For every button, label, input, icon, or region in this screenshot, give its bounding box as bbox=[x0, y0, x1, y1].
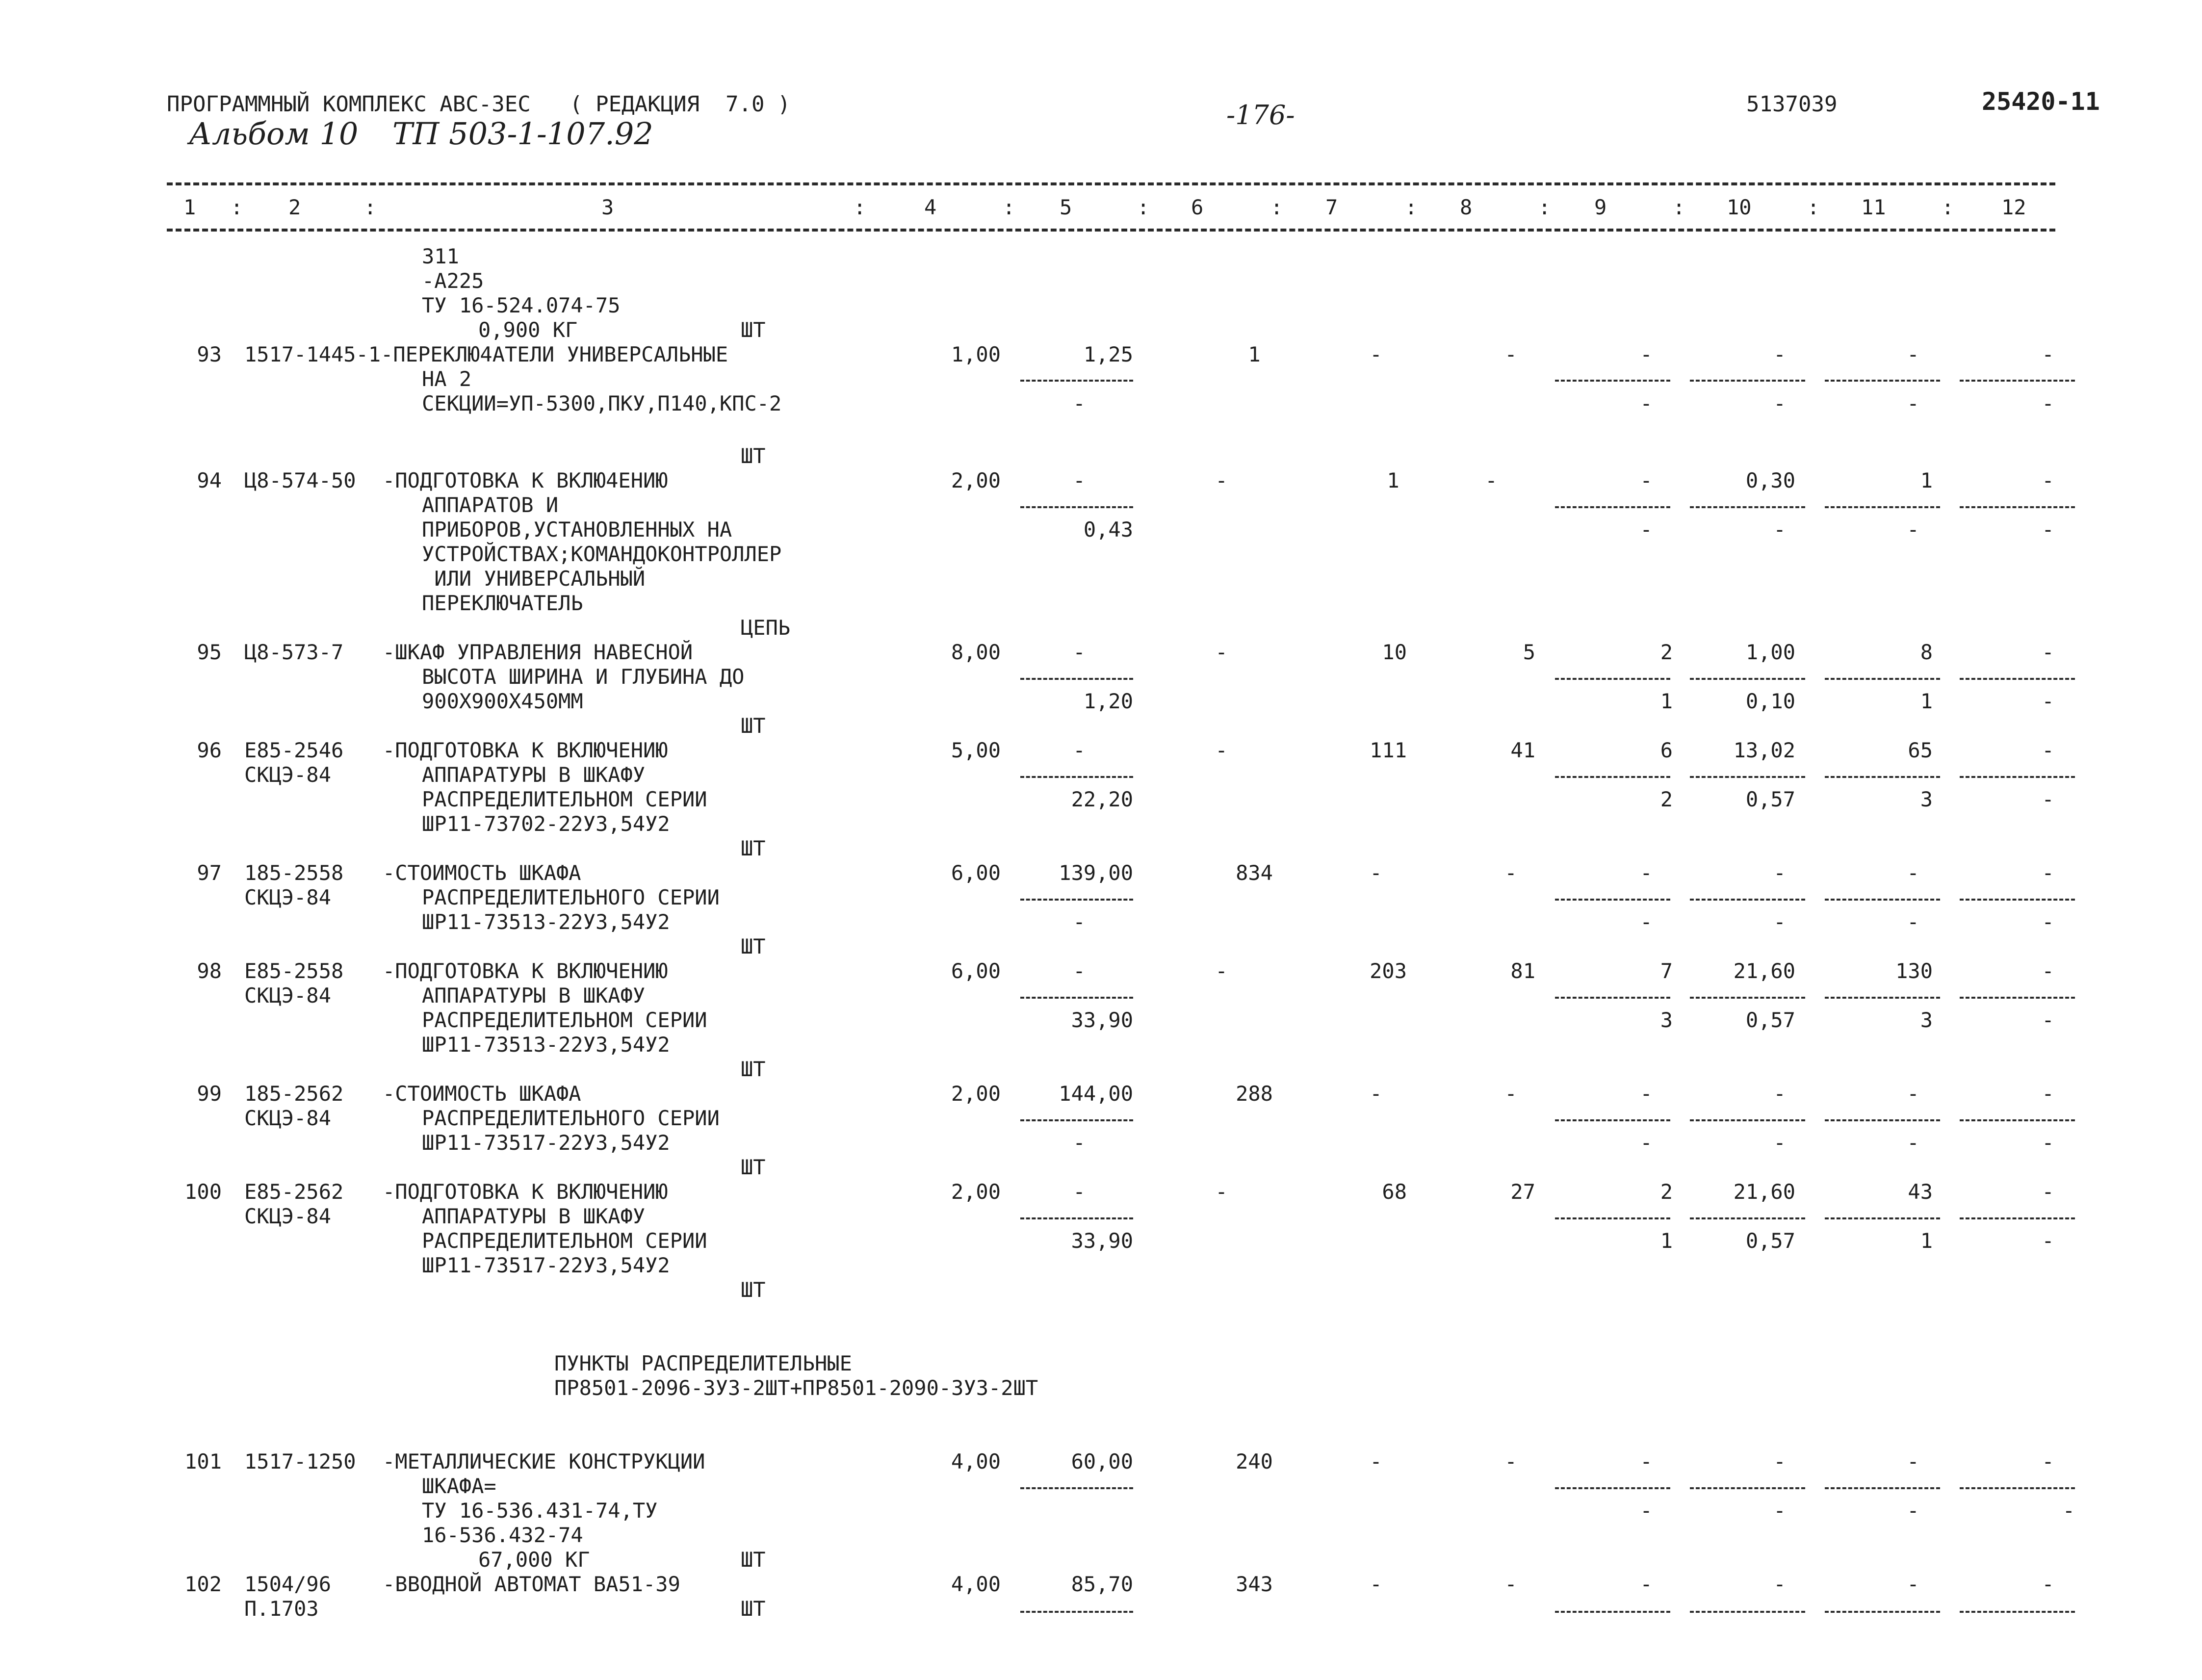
program-title: ПРОГРАММНЫЙ КОМПЛЕКС АВС-3ЕС ( РЕДАКЦИЯ 7.0 ) bbox=[167, 92, 791, 117]
fraction-divider bbox=[1555, 1611, 1670, 1613]
table-cell: - bbox=[1773, 391, 1786, 415]
table-cell: 0,900 КГ bbox=[478, 318, 578, 342]
table-cell: 1,00 bbox=[1745, 640, 1795, 664]
table-cell: - bbox=[1640, 517, 1653, 542]
table-cell: АППАРАТОВ И bbox=[422, 493, 559, 517]
table-cell: 22,20 bbox=[1071, 787, 1133, 811]
column-separator: : bbox=[1942, 195, 1954, 219]
table-cell: - bbox=[2042, 738, 2054, 762]
header-bottom-rule bbox=[167, 229, 2055, 232]
table-cell: - bbox=[1907, 1082, 1919, 1106]
table-cell: - bbox=[1215, 959, 1228, 983]
table-cell: - bbox=[2042, 517, 2054, 542]
table-cell: -ШКАФ УПРАВЛЕНИЯ НАВЕСНОЙ bbox=[383, 640, 693, 664]
table-cell: - bbox=[1640, 1082, 1653, 1106]
table-cell: ШР11-73513-22У3,54У2 bbox=[422, 1033, 670, 1057]
fraction-divider bbox=[1690, 899, 1805, 901]
column-separator: : bbox=[364, 195, 377, 219]
fraction-divider bbox=[1555, 997, 1670, 999]
table-cell: -ПОДГОТОВКА К ВКЛЮЧЕНИЮ bbox=[383, 1180, 668, 1204]
fraction-divider bbox=[1960, 1217, 2075, 1219]
table-cell: 0,10 bbox=[1745, 689, 1795, 713]
table-cell: 5 bbox=[1523, 640, 1535, 664]
table-cell: 1,00 bbox=[951, 342, 1001, 366]
table-cell: - bbox=[2042, 468, 2054, 492]
fraction-divider bbox=[1555, 899, 1670, 901]
table-cell: ТУ 16-536.431-74,ТУ bbox=[422, 1499, 658, 1523]
table-cell: - bbox=[2042, 910, 2054, 934]
table-cell: ПР8501-2096-3У3-2ШТ+ПР8501-2090-3У3-2ШТ bbox=[554, 1376, 1038, 1400]
table-cell: Е85-2562 bbox=[244, 1180, 344, 1204]
table-cell: АППАРАТУРЫ В ШКАФУ bbox=[422, 1204, 646, 1228]
table-cell: -СТОИМОСТЬ ШКАФА bbox=[383, 861, 581, 885]
table-cell: 3 bbox=[1660, 1008, 1673, 1032]
fraction-divider bbox=[1825, 776, 1940, 778]
table-cell: РАСПРЕДЕЛИТЕЛЬНОМ СЕРИИ bbox=[422, 1229, 707, 1253]
column-separator: : bbox=[1270, 195, 1283, 219]
table-cell: - bbox=[1215, 738, 1228, 762]
table-cell: 95 bbox=[197, 640, 222, 664]
table-cell: 65 bbox=[1908, 738, 1933, 762]
column-header: 4 bbox=[924, 195, 937, 219]
table-cell: - bbox=[1640, 1572, 1653, 1596]
table-cell: 834 bbox=[1236, 861, 1273, 885]
fraction-divider bbox=[1020, 776, 1133, 778]
table-cell: ШТ bbox=[741, 1597, 766, 1621]
table-cell: 13,02 bbox=[1733, 738, 1795, 762]
fraction-divider bbox=[1960, 678, 2075, 680]
table-cell: ШТ bbox=[741, 1057, 766, 1081]
project-label: ТП 503-1-107.92 bbox=[392, 116, 653, 152]
table-cell: 130 bbox=[1895, 959, 1933, 983]
table-cell: - bbox=[1504, 1449, 1517, 1473]
table-cell: - bbox=[1073, 738, 1086, 762]
table-cell: - bbox=[1073, 1131, 1086, 1155]
table-cell: СКЦЭ-84 bbox=[244, 885, 332, 909]
sheet-number: 25420-11 bbox=[1982, 87, 2100, 116]
table-cell: ШТ bbox=[741, 444, 766, 468]
table-cell: ШТ bbox=[741, 318, 766, 342]
fraction-divider bbox=[1960, 997, 2075, 999]
table-cell: 2,00 bbox=[951, 1180, 1001, 1204]
table-cell: - bbox=[1907, 1499, 1919, 1523]
fraction-divider bbox=[1825, 1119, 1940, 1121]
column-separator: : bbox=[1538, 195, 1551, 219]
fraction-divider bbox=[1960, 776, 2075, 778]
table-cell: - bbox=[2042, 1180, 2054, 1204]
column-separator: : bbox=[231, 195, 243, 219]
table-cell: ШР11-73513-22У3,54У2 bbox=[422, 910, 670, 934]
table-cell: 1 bbox=[1660, 689, 1673, 713]
table-cell: - bbox=[2042, 1008, 2054, 1032]
table-cell: НА 2 bbox=[422, 367, 472, 391]
table-cell: - bbox=[1073, 391, 1086, 415]
table-cell: ШТ bbox=[741, 1155, 766, 1179]
table-cell: -ПОДГОТОВКА К ВКЛЮЧЕНИЮ bbox=[383, 959, 668, 983]
table-cell: ШТ bbox=[741, 934, 766, 958]
table-cell: 33,90 bbox=[1071, 1229, 1133, 1253]
table-cell: - bbox=[1370, 1572, 1382, 1596]
fraction-divider bbox=[1825, 1217, 1940, 1219]
column-header: 7 bbox=[1325, 195, 1338, 219]
table-cell: - bbox=[1773, 1082, 1786, 1106]
table-cell: - bbox=[1504, 1082, 1517, 1106]
table-cell: ТУ 16-524.074-75 bbox=[422, 293, 621, 317]
column-separator: : bbox=[1137, 195, 1150, 219]
table-cell: - bbox=[1215, 1180, 1228, 1204]
table-cell: 111 bbox=[1370, 738, 1407, 762]
table-cell: 6 bbox=[1660, 738, 1673, 762]
fraction-divider bbox=[1690, 1611, 1805, 1613]
table-cell: 68 bbox=[1382, 1180, 1407, 1204]
table-cell: 2,00 bbox=[951, 1082, 1001, 1106]
fraction-divider bbox=[1690, 1119, 1805, 1121]
table-cell: СКЦЭ-84 bbox=[244, 1204, 332, 1228]
table-cell: 1517-1250 bbox=[244, 1449, 356, 1473]
table-cell: - bbox=[1215, 468, 1228, 492]
table-cell: 41 bbox=[1510, 738, 1535, 762]
table-cell: 4,00 bbox=[951, 1572, 1001, 1596]
table-cell: 67,000 КГ bbox=[478, 1548, 590, 1572]
fraction-divider bbox=[1960, 506, 2075, 508]
table-cell: - bbox=[1640, 861, 1653, 885]
fraction-divider bbox=[1020, 1487, 1133, 1489]
table-cell: 1 bbox=[1920, 689, 1933, 713]
column-header: 8 bbox=[1460, 195, 1473, 219]
table-cell: - bbox=[1773, 342, 1786, 366]
table-cell: 1 bbox=[1920, 1229, 1933, 1253]
table-cell: 5,00 bbox=[951, 738, 1001, 762]
table-cell: ИЛИ УНИВЕРСАЛЬНЫЙ bbox=[422, 567, 646, 591]
table-cell: - bbox=[1370, 1449, 1382, 1473]
table-cell: 1517-1445-1-ПЕРЕКЛЮ4АТЕЛИ УНИВЕРСАЛЬНЫЕ bbox=[244, 342, 728, 366]
table-cell: 1,25 bbox=[1083, 342, 1133, 366]
table-cell: 203 bbox=[1370, 959, 1407, 983]
table-cell: - bbox=[1907, 1572, 1919, 1596]
fraction-divider bbox=[1960, 1611, 2075, 1613]
table-cell: 7 bbox=[1660, 959, 1673, 983]
table-cell: - bbox=[1073, 910, 1086, 934]
table-cell: - bbox=[2042, 640, 2054, 664]
table-cell: 311 bbox=[422, 244, 459, 268]
fraction-divider bbox=[1690, 1217, 1805, 1219]
table-cell: - bbox=[1370, 342, 1382, 366]
table-cell: - bbox=[1640, 910, 1653, 934]
table-cell: - bbox=[2042, 1572, 2054, 1596]
table-cell: УСТРОЙСТВАХ;КОМАНДОКОНТРОЛЛЕР bbox=[422, 542, 782, 566]
column-separator: : bbox=[1807, 195, 1820, 219]
table-cell: ШР11-73517-22У3,54У2 bbox=[422, 1131, 670, 1155]
fraction-divider bbox=[1555, 1487, 1670, 1489]
table-cell: - bbox=[1907, 517, 1919, 542]
table-cell: - bbox=[1773, 1499, 1786, 1523]
table-cell: 1504/96 bbox=[244, 1572, 332, 1596]
table-cell: ЦЕПЬ bbox=[741, 616, 791, 640]
table-cell: 21,60 bbox=[1733, 1180, 1795, 1204]
column-header: 2 bbox=[288, 195, 301, 219]
table-cell: 343 bbox=[1236, 1572, 1273, 1596]
table-cell: - bbox=[1640, 1131, 1653, 1155]
table-cell: 1 bbox=[1920, 468, 1933, 492]
table-cell: - bbox=[1504, 861, 1517, 885]
table-cell: - bbox=[1073, 468, 1086, 492]
table-cell: 85,70 bbox=[1071, 1572, 1133, 1596]
table-cell: - bbox=[2042, 1131, 2054, 1155]
table-cell: Е85-2558 bbox=[244, 959, 344, 983]
table-cell: 185-2562 bbox=[244, 1082, 344, 1106]
table-cell: - bbox=[1370, 1082, 1382, 1106]
fraction-divider bbox=[1690, 678, 1805, 680]
fraction-divider bbox=[1020, 506, 1133, 508]
table-cell: АППАРАТУРЫ В ШКАФУ bbox=[422, 763, 646, 787]
table-cell: - bbox=[1370, 861, 1382, 885]
table-cell: 93 bbox=[197, 342, 222, 366]
fraction-divider bbox=[1960, 1487, 2075, 1489]
table-cell: Ц8-574-50 bbox=[244, 468, 356, 492]
table-cell: СКЦЭ-84 bbox=[244, 983, 332, 1008]
table-cell: - bbox=[1907, 861, 1919, 885]
table-cell: РАСПРЕДЕЛИТЕЛЬНОГО СЕРИИ bbox=[422, 1106, 720, 1130]
table-cell: 0,30 bbox=[1745, 468, 1795, 492]
table-cell: -А225 bbox=[422, 269, 484, 293]
table-cell: 900Х900Х450ММ bbox=[422, 689, 583, 713]
table-cell: 21,60 bbox=[1733, 959, 1795, 983]
table-cell: 288 bbox=[1236, 1082, 1273, 1106]
fraction-divider bbox=[1825, 380, 1940, 382]
table-cell: - bbox=[2042, 689, 2054, 713]
fraction-divider bbox=[1555, 506, 1670, 508]
table-cell: 139,00 bbox=[1059, 861, 1133, 885]
table-cell: -ПОДГОТОВКА К ВКЛЮЧЕНИЮ bbox=[383, 738, 668, 762]
table-cell: 8,00 bbox=[951, 640, 1001, 664]
table-cell: - bbox=[1907, 342, 1919, 366]
table-cell: -СТОИМОСТЬ ШКАФА bbox=[383, 1082, 581, 1106]
column-separator: : bbox=[1003, 195, 1015, 219]
column-separator: : bbox=[1673, 195, 1685, 219]
table-cell: ПРИБОРОВ,УСТАНОВЛЕННЫХ НА bbox=[422, 517, 732, 542]
table-cell: РАСПРЕДЕЛИТЕЛЬНОМ СЕРИИ bbox=[422, 787, 707, 811]
table-cell: - bbox=[2042, 959, 2054, 983]
fraction-divider bbox=[1825, 506, 1940, 508]
table-cell: 33,90 bbox=[1071, 1008, 1133, 1032]
table-cell: - bbox=[1773, 1449, 1786, 1473]
table-cell: 99 bbox=[197, 1082, 222, 1106]
column-header: 11 bbox=[1861, 195, 1886, 219]
fraction-divider bbox=[1555, 1119, 1670, 1121]
table-cell: - bbox=[1073, 959, 1086, 983]
table-cell: ШТ bbox=[741, 714, 766, 738]
table-cell: -ПОДГОТОВКА К ВКЛЮ4ЕНИЮ bbox=[383, 468, 668, 492]
table-cell: 1 bbox=[1660, 1229, 1673, 1253]
table-cell: - bbox=[2042, 391, 2054, 415]
fraction-divider bbox=[1690, 506, 1805, 508]
table-cell: 1 bbox=[1248, 342, 1261, 366]
table-cell: 100 bbox=[184, 1180, 222, 1204]
table-cell: - bbox=[1504, 1572, 1517, 1596]
table-cell: 3 bbox=[1920, 1008, 1933, 1032]
table-cell: 0,57 bbox=[1745, 1229, 1795, 1253]
table-cell: - bbox=[2042, 861, 2054, 885]
table-cell: 2 bbox=[1660, 640, 1673, 664]
table-cell: ШР11-73517-22У3,54У2 bbox=[422, 1253, 670, 1277]
header-top-rule bbox=[167, 182, 2055, 185]
fraction-divider bbox=[1825, 1487, 1940, 1489]
table-cell: - bbox=[1640, 342, 1653, 366]
table-cell: - bbox=[2042, 342, 2054, 366]
document-code: 5137039 bbox=[1746, 92, 1838, 117]
table-cell: ВЫСОТА ШИРИНА И ГЛУБИНА ДО bbox=[422, 665, 745, 689]
table-cell: ШТ bbox=[741, 1548, 766, 1572]
table-cell: - bbox=[1073, 1180, 1086, 1204]
fraction-divider bbox=[1020, 1119, 1133, 1121]
table-cell: 6,00 bbox=[951, 861, 1001, 885]
fraction-divider bbox=[1690, 380, 1805, 382]
table-cell: СЕКЦИИ=УП-5300,ПКУ,П140,КПС-2 bbox=[422, 391, 782, 415]
table-cell: ШТ bbox=[741, 1278, 766, 1302]
fraction-divider bbox=[1020, 1217, 1133, 1219]
table-cell: 27 bbox=[1510, 1180, 1535, 1204]
table-cell: РАСПРЕДЕЛИТЕЛЬНОГО СЕРИИ bbox=[422, 885, 720, 909]
table-cell: 16-536.432-74 bbox=[422, 1523, 583, 1547]
table-cell: 240 bbox=[1236, 1449, 1273, 1473]
table-cell: 10 bbox=[1382, 640, 1407, 664]
table-cell: - bbox=[1773, 861, 1786, 885]
table-cell: АППАРАТУРЫ В ШКАФУ bbox=[422, 983, 646, 1008]
table-cell: - bbox=[1485, 468, 1498, 492]
fraction-divider bbox=[1555, 1217, 1670, 1219]
column-header: 3 bbox=[601, 195, 614, 219]
column-header: 9 bbox=[1594, 195, 1607, 219]
table-cell: - bbox=[2042, 1449, 2054, 1473]
table-cell: - bbox=[1640, 391, 1653, 415]
fraction-divider bbox=[1825, 899, 1940, 901]
table-cell: - bbox=[1773, 910, 1786, 934]
table-cell: 97 bbox=[197, 861, 222, 885]
table-cell: 0,57 bbox=[1745, 787, 1795, 811]
table-cell: 43 bbox=[1908, 1180, 1933, 1204]
table-cell: ПЕРЕКЛЮЧАТЕЛЬ bbox=[422, 591, 583, 615]
fraction-divider bbox=[1825, 997, 1940, 999]
table-cell: 2 bbox=[1660, 787, 1673, 811]
table-cell: 1 bbox=[1387, 468, 1399, 492]
table-cell: 98 bbox=[197, 959, 222, 983]
table-cell: 0,57 bbox=[1745, 1008, 1795, 1032]
table-cell: СКЦЭ-84 bbox=[244, 1106, 332, 1130]
table-cell: 144,00 bbox=[1059, 1082, 1133, 1106]
column-header: 10 bbox=[1727, 195, 1752, 219]
table-cell: -ВВОДНОЙ АВТОМАТ ВА51-39 bbox=[383, 1572, 680, 1596]
table-cell: 4,00 bbox=[951, 1449, 1001, 1473]
table-cell: - bbox=[2042, 787, 2054, 811]
table-cell: - bbox=[2062, 1499, 2075, 1523]
table-cell: - bbox=[2042, 1229, 2054, 1253]
table-cell: РАСПРЕДЕЛИТЕЛЬНОМ СЕРИИ bbox=[422, 1008, 707, 1032]
table-cell: 96 bbox=[197, 738, 222, 762]
table-cell: - bbox=[1504, 342, 1517, 366]
table-cell: - bbox=[1640, 1449, 1653, 1473]
fraction-divider bbox=[1020, 1611, 1133, 1613]
album-label: Альбом 10 bbox=[189, 116, 359, 152]
fraction-divider bbox=[1555, 678, 1670, 680]
table-cell: ШКАФА= bbox=[422, 1474, 496, 1498]
table-cell: 8 bbox=[1920, 640, 1933, 664]
table-cell: - bbox=[1907, 1449, 1919, 1473]
table-cell: - bbox=[1773, 1131, 1786, 1155]
fraction-divider bbox=[1690, 997, 1805, 999]
table-cell: 2,00 bbox=[951, 468, 1001, 492]
fraction-divider bbox=[1960, 1119, 2075, 1121]
table-cell: ШТ bbox=[741, 836, 766, 860]
fraction-divider bbox=[1825, 1611, 1940, 1613]
fraction-divider bbox=[1690, 1487, 1805, 1489]
fraction-divider bbox=[1020, 678, 1133, 680]
table-cell: 6,00 bbox=[951, 959, 1001, 983]
table-cell: - bbox=[1907, 391, 1919, 415]
table-cell: 102 bbox=[184, 1572, 222, 1596]
table-cell: 3 bbox=[1920, 787, 1933, 811]
column-separator: : bbox=[854, 195, 866, 219]
table-cell: 185-2558 bbox=[244, 861, 344, 885]
table-cell: 60,00 bbox=[1071, 1449, 1133, 1473]
fraction-divider bbox=[1825, 678, 1940, 680]
table-cell: - bbox=[1773, 1572, 1786, 1596]
table-cell: - bbox=[1640, 468, 1653, 492]
table-cell: - bbox=[1773, 517, 1786, 542]
column-header: 12 bbox=[2001, 195, 2026, 219]
column-header: 1 bbox=[183, 195, 196, 219]
table-cell: 101 bbox=[184, 1449, 222, 1473]
fraction-divider bbox=[1020, 899, 1133, 901]
column-header: 5 bbox=[1060, 195, 1072, 219]
table-cell: П.1703 bbox=[244, 1597, 319, 1621]
table-cell: Ц8-573-7 bbox=[244, 640, 344, 664]
table-cell: -МЕТАЛЛИЧЕСКИЕ КОНСТРУКЦИИ bbox=[383, 1449, 705, 1473]
table-cell: 94 bbox=[197, 468, 222, 492]
table-cell: - bbox=[1640, 1499, 1653, 1523]
table-cell: ПУНКТЫ РАСПРЕДЕЛИТЕЛЬНЫЕ bbox=[554, 1351, 852, 1375]
fraction-divider bbox=[1960, 899, 2075, 901]
fraction-divider bbox=[1555, 380, 1670, 382]
table-cell: - bbox=[1907, 1131, 1919, 1155]
table-cell: - bbox=[2042, 1082, 2054, 1106]
table-cell: Е85-2546 bbox=[244, 738, 344, 762]
fraction-divider bbox=[1020, 380, 1133, 382]
table-cell: - bbox=[1073, 640, 1086, 664]
column-header: 6 bbox=[1191, 195, 1204, 219]
table-cell: - bbox=[1907, 910, 1919, 934]
table-cell: - bbox=[1215, 640, 1228, 664]
table-cell: ШР11-73702-22У3,54У2 bbox=[422, 812, 670, 836]
fraction-divider bbox=[1960, 380, 2075, 382]
page-number: -176- bbox=[1226, 100, 1295, 130]
table-cell: СКЦЭ-84 bbox=[244, 763, 332, 787]
fraction-divider bbox=[1020, 997, 1133, 999]
fraction-divider bbox=[1555, 776, 1670, 778]
fraction-divider bbox=[1690, 776, 1805, 778]
table-cell: 2 bbox=[1660, 1180, 1673, 1204]
table-cell: 1,20 bbox=[1083, 689, 1133, 713]
table-cell: 81 bbox=[1510, 959, 1535, 983]
table-cell: 0,43 bbox=[1083, 517, 1133, 542]
column-separator: : bbox=[1405, 195, 1418, 219]
